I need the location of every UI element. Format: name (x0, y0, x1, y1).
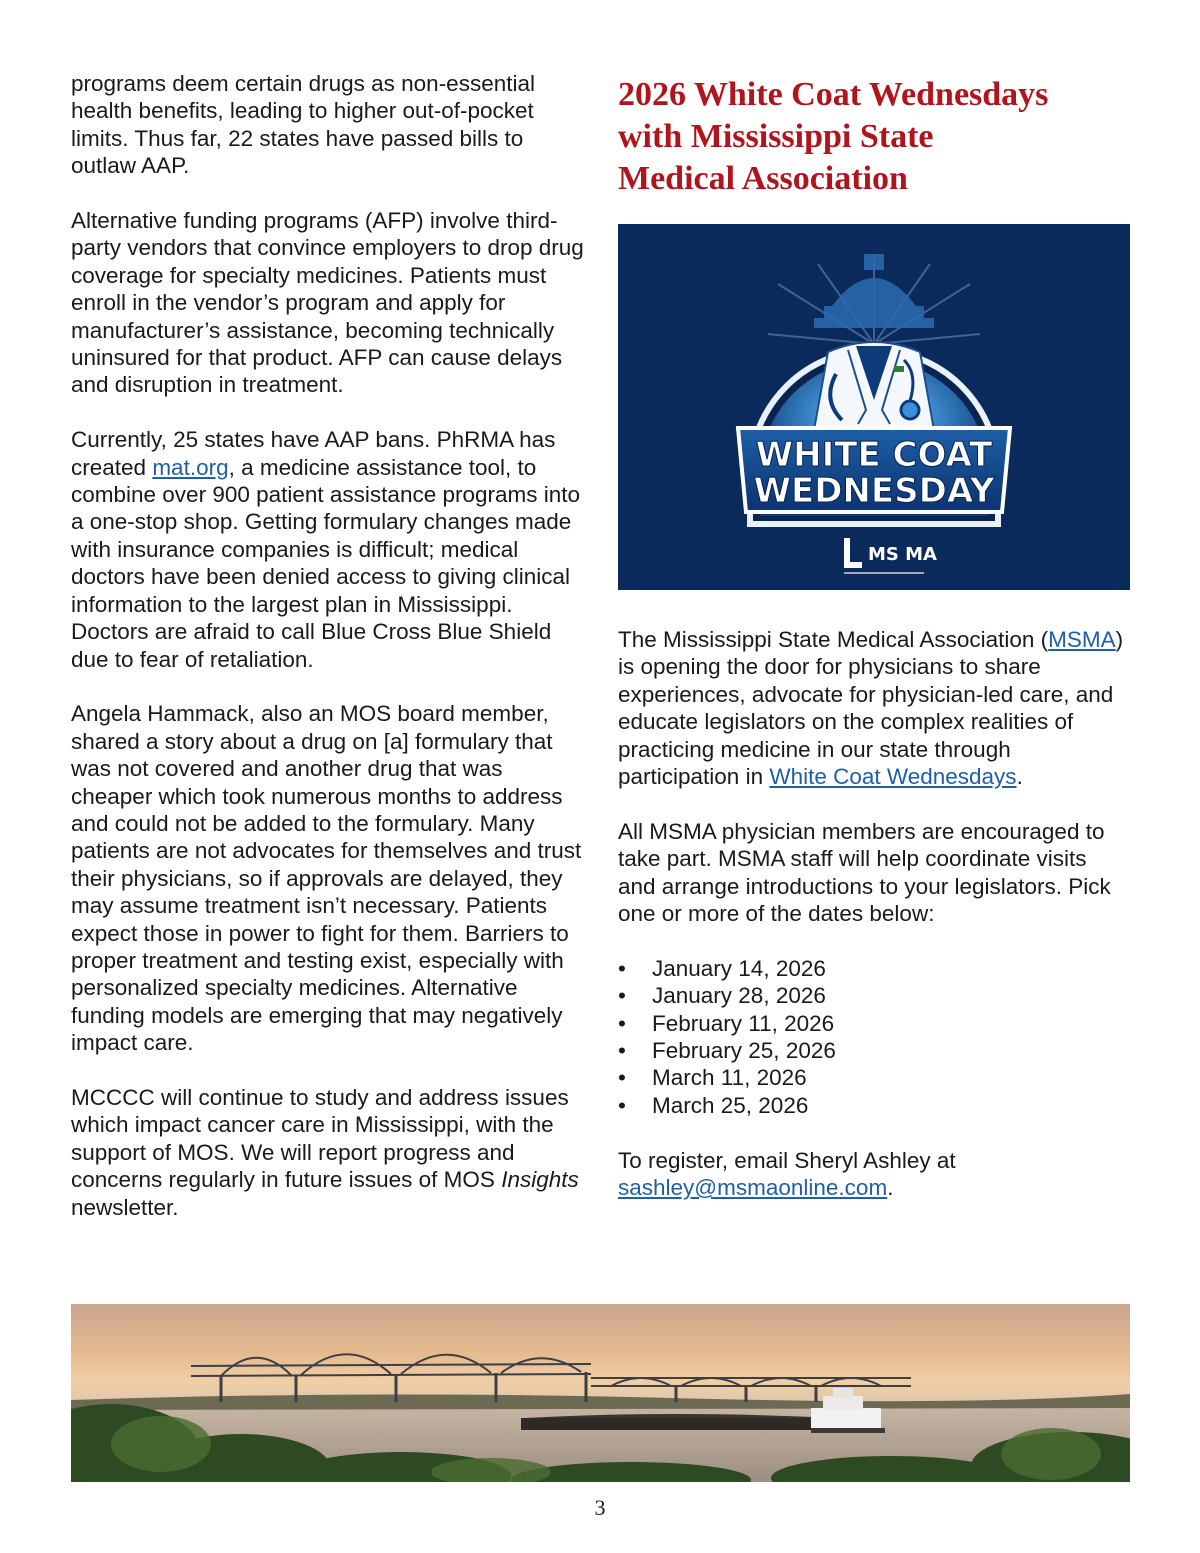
paragraph-msma-intro (618, 626, 1130, 790)
paragraph-msma-members: All MSMA physician members are encouraged to take part. MSMA staff will help coordinate visits and arrange introductions to your legislators. Pick one or more of the dates below: (618, 818, 1111, 927)
article-headline (618, 74, 1130, 200)
date-item (618, 1064, 1130, 1091)
logo-text-line-2: WEDNESDAY (753, 471, 995, 511)
bullet-icon: • (618, 1065, 626, 1091)
river-bridge-illustration (71, 1304, 1130, 1482)
register-text: To register, email Sheryl Ashley at (618, 1147, 956, 1173)
headline-line-1: 2026 White Coat Wednesdays (618, 76, 1049, 113)
logo-text-line-1: WHITE COAT (755, 435, 993, 475)
paragraph-mcccc-text-end: newsletter. (71, 1194, 179, 1220)
msma-mark-text: MS MA (868, 544, 937, 565)
date-text: February 25, 2026 (652, 1038, 836, 1064)
date-text: February 11, 2026 (652, 1010, 835, 1036)
register-text-end: . (887, 1175, 894, 1201)
paragraph-register (618, 1147, 1130, 1202)
right-column-header (618, 74, 1130, 200)
paragraph-aap-states: programs deem certain drugs as non-essential health benefits, leading to higher out-of-pocket limits. Thus far, 22 states have passed bills to outlaw AAP. (71, 71, 535, 179)
date-text: March 11, 2026 (652, 1065, 807, 1091)
paragraph-afp: Alternative funding programs (AFP) involve third-party vendors that convince employers to drop drug coverage for specialty medicines. Patients must enroll in the vendor’s program and apply for manufacturer’s assistance, becoming technically uninsured for that product. AFP can cause delays and disruption in treatment. (71, 208, 584, 398)
mat-org-link[interactable]: mat.org (152, 454, 229, 480)
msma-intro-text-middle: ) is opening the door for physicians to share experiences, advocate for physician-led care, and educate legislators on the complex realities of practicing medicine in our state through participation in (618, 627, 1124, 790)
date-list (618, 955, 1130, 1119)
headline-line-2: with Mississippi State (618, 118, 934, 155)
date-text: January 28, 2026 (652, 983, 826, 1009)
paragraph-aap-bans (71, 426, 586, 673)
date-text: March 25, 2026 (652, 1092, 809, 1118)
paragraph-aap-bans-text-rest: , a medicine assistance tool, to combine over 900 patient assistance programs into a one-stop shop. Getting formulary changes made with insurance companies is difficult; medical doctors have been denied access to giving clinical information to the largest plan in Mississippi. Doctors are afraid to call Blue Cross Blue Shield due to fear of retaliation. (71, 454, 581, 672)
date-item (618, 1092, 1130, 1119)
email-link[interactable]: sashley@msmaonline.com (618, 1175, 888, 1201)
date-text: January 14, 2026 (652, 955, 826, 981)
right-column-body (618, 626, 1130, 1229)
bullet-icon: • (618, 1010, 626, 1036)
bullet-icon: • (618, 1092, 626, 1118)
bullet-icon: • (618, 955, 626, 981)
white-coat-wednesday-logo (618, 224, 1130, 590)
headline-line-3: Medical Association (618, 160, 908, 197)
msma-link[interactable]: MSMA (1048, 627, 1116, 652)
logo-illustration (618, 224, 1130, 590)
bullet-icon: • (618, 1038, 626, 1064)
paragraph-mcccc (71, 1084, 586, 1221)
date-item (618, 1010, 1130, 1037)
insights-title: Insights (501, 1167, 579, 1193)
msma-intro-text-end: . (1016, 764, 1023, 790)
date-item (618, 982, 1130, 1009)
white-coat-wednesdays-link[interactable]: White Coat Wednesdays (769, 764, 1017, 790)
date-item (618, 955, 1130, 982)
date-item (618, 1037, 1130, 1064)
left-column (71, 70, 586, 1248)
bullet-icon: • (618, 983, 626, 1009)
paragraph-angela-hammack: Angela Hammack, also an MOS board member, shared a story about a drug on [a] formulary that was not covered and another drug that was cheaper which took numerous months to address and could not be added to the formulary. Many patients are not advocates for themselves and trust their physicians, so if approvals are delayed, they may assume treatment isn’t necessary. Patients expect those in power to fight for them. Barriers to proper treatment and testing exist, especially with personalized specialty medicines. Alternative funding models are emerging that may negatively impact care. (71, 701, 582, 1056)
paragraph-mcccc-text: MCCCC will continue to study and address issues which impact cancer care in Mississippi, with the support of MOS. We will report progress and concerns regularly in future issues of MOS (71, 1084, 569, 1193)
page-number: 3 (594, 1495, 606, 1520)
paragraph-aap-bans-text: Currently, 25 states have AAP bans. PhRMA has created (71, 427, 556, 480)
msma-intro-text: The Mississippi State Medical Association ( (618, 627, 1049, 652)
river-bridge-photo (71, 1304, 1130, 1482)
